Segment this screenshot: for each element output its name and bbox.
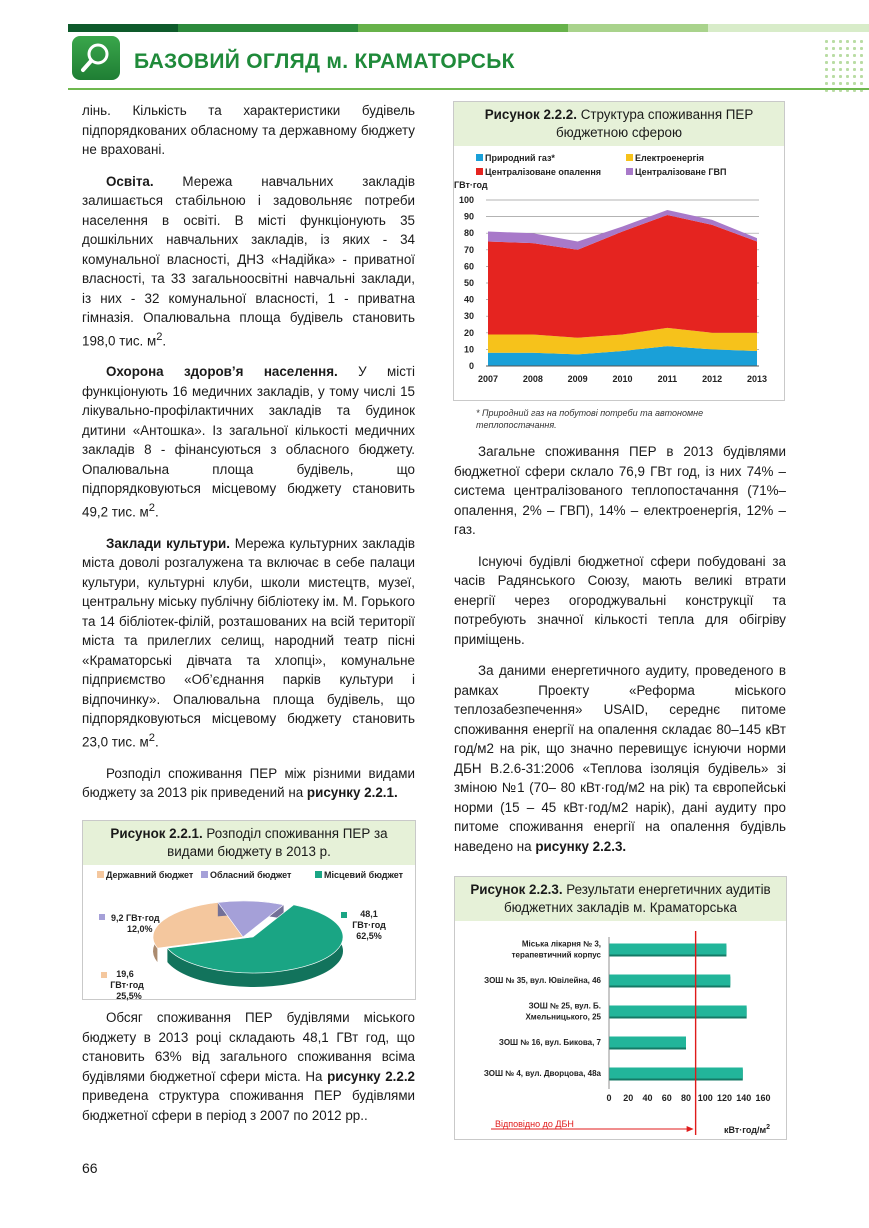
x-tick-label: 120 [716, 1093, 733, 1103]
paragraph-consumption: Обсяг споживання ПЕР будівлями міського бюджету в 2013 році складають 48,1 ГВт год, що становить 63% від загального споживання всіма будівлями бюджетної сфери міста. На рисунку 2.2.2 приведена структура споживання ПЕР будівлями бюджетної сфери в період з 2007 по 2012 рр.. [82, 1010, 415, 1123]
state-marker [101, 972, 107, 978]
pie-legend [97, 870, 404, 880]
x-tick-label: 2009 [567, 374, 588, 384]
state-pct-label: 25,5% [116, 991, 142, 1001]
bar-category-label: ЗОШ № 4, вул. Дворцова, 48а [483, 1069, 601, 1078]
x-tick-label: 80 [680, 1093, 692, 1103]
paragraph-total: Загальне споживання ПЕР в 2013 будівлями бюджетної сфери склало 76,9 ГВт год, із них 74% – система централізованого теплопостачання (71%– опалення, 2% – ГВП), 14% – електроенергія, 12% – газ. [454, 444, 786, 537]
bar-chart [455, 921, 786, 1139]
legend-label: Електроенергія [635, 153, 704, 163]
figure-ref-221: рисунку 2.2.1. [306, 785, 398, 801]
legend-label: Централізоване опалення [485, 167, 602, 177]
figure-footnote: * Природний газ на побутові потреби та автономне теплопостачання. [476, 408, 704, 430]
header-divider [68, 88, 869, 90]
bar [609, 1006, 747, 1017]
y-tick-label: 0 [468, 361, 474, 371]
y-tick-label: 70 [463, 244, 474, 255]
right-text-column [454, 442, 786, 868]
y-tick-label: 60 [463, 261, 474, 272]
x-tick-label: 140 [736, 1093, 752, 1103]
legend-label: Місцевий бюджет [324, 870, 404, 880]
legend-swatch [97, 871, 104, 878]
reference-label: Відповідно до ДБН [495, 1119, 574, 1129]
figure-caption: Рисунок 2.2.1. Розподіл споживання ПЕР за видами бюджету в 2013 р. [83, 821, 415, 865]
legend-swatch [315, 871, 322, 878]
header-stripes [68, 24, 869, 32]
x-tick-label: 2007 [477, 374, 499, 384]
paragraph-health: Охорона здоров’я населення. У місті функціонують 16 медичних закладів, у тому числі 15 лікувально-профілактичних закладів та будинок дитини «Антошка». Із загальної кількості медичних закладів 8 - фінансуються з обласного бюджету. Опалювальна площа будівель, що підпорядковуються місцевому бюджету становить 49,2 тис. $м^2$. [82, 364, 416, 520]
y-tick-label: 20 [463, 327, 474, 338]
x-axis-label: $кВт\cdot год/м^2$ [723, 1124, 771, 1135]
regional-marker [99, 914, 105, 920]
legend-label: Централізоване ГВП [635, 167, 727, 177]
x-tick-label: 0 [606, 1093, 612, 1103]
x-tick-label: 160 [755, 1093, 771, 1103]
y-tick-label: 90 [463, 211, 474, 222]
x-tick-label: 40 [642, 1093, 653, 1103]
page-header-title: БАЗОВИЙ ОГЛЯД м. КРАМАТОРСЬК [134, 50, 515, 73]
legend-swatch [626, 154, 633, 161]
figure-2-2-1 [82, 820, 416, 1000]
x-tick-label: 2008 [522, 374, 543, 384]
bar [609, 1037, 686, 1048]
bar [609, 975, 730, 986]
paragraph-distribution: Розподіл споживання ПЕР між різними видами бюджету за 2013 рік приведений на рисунку 2.2.1. [82, 765, 415, 801]
state-value-label: 19,6 [116, 969, 134, 979]
paragraph-culture: Заклади культури. Мережа культурних закладів міста доволі розгалужена та включає в себе палаци культури, культурні клуби, школи мистецтв, музеї, центральну міську публічну бібліотеку ім. М. Горького та 14 бібліотек-філій, розташованих на всій території міста та прилеглих селищ, народний театр пісні «Краматорські дівчата та хлопці», комунальне підприємство «Об’єднання парків культури і відпочинку». Опалювальна площа будівель, що підпорядковуються місцевому бюджету становить 23,0 тис. $м^2$. [82, 535, 415, 750]
paragraph-audit: За даними енергетичного аудиту, проведеного в рамках Проекту «Реформа міського теплозабезпечення» USAID, середнє питоме споживання енергії на опалення складає 80–145 кВт год/м2 на рік, що значно перевищує існуючи норми ДБН В.2.6-31:2006 «Теплова ізоляція будівель» зі зміною №1 (70– 80 кВт·год/м2 на рік) та європейські норми (15 – 45 кВт·год/м2 нарік), дані аудиту про питоме споживання енергії на опалення будівль наведено на рисунку 2.2.3. [454, 663, 786, 854]
y-tick-label: 50 [463, 278, 474, 288]
state-unit-label: ГВт·год [110, 980, 144, 990]
local-marker [341, 912, 347, 918]
x-tick-label: 60 [661, 1093, 672, 1103]
figure-ref-222: рисунку 2.2.2 [327, 1068, 415, 1084]
bar-category-label: терапевтичний корпус [511, 950, 601, 960]
y-tick-label: 100 [458, 195, 474, 205]
legend-swatch [476, 154, 483, 161]
figure-caption: Рисунок 2.2.3. Результати енергетичних аудитів бюджетних закладів м. Краматорська [455, 877, 786, 921]
legend-label: Державний бюджет [106, 870, 194, 880]
bar-category-label: ЗОШ № 16, вул. Бикова, 7 [498, 1038, 601, 1047]
y-tick-label: 40 [463, 294, 474, 305]
bar-category-label: Міська лікарня № 3, [521, 939, 601, 949]
bar [609, 944, 726, 955]
figure-2-2-3 [454, 876, 787, 1140]
bar-category-label: Хмельницького, 25 [525, 1012, 601, 1022]
health-label: Охорона здоров’я населення. [106, 364, 338, 380]
legend-swatch [626, 168, 633, 175]
x-tick-label: 2012 [702, 374, 723, 384]
education-label: Освіта. [106, 173, 154, 189]
legend-label: Обласний бюджет [210, 870, 292, 880]
regional-value-label: 9,2 ГВт·год [111, 913, 160, 923]
paragraph-continuation: лінь. Кількість та характеристики будівель підпорядкованих обласному та державному бюджету не враховані. [82, 103, 415, 157]
legend-swatch [476, 168, 483, 175]
x-tick-label: 2013 [746, 374, 768, 384]
y-tick-label: 30 [463, 311, 474, 322]
x-tick-label: 2010 [612, 374, 633, 384]
x-tick-label: 2011 [657, 374, 678, 384]
magnifier-logo-icon [72, 36, 120, 80]
x-tick-label: 100 [697, 1093, 713, 1103]
left-text-column [82, 101, 415, 815]
bar-category-label: ЗОШ № 25, вул. Б. [528, 1001, 601, 1011]
local-unit-label: ГВт·год [352, 920, 386, 930]
figure-2-2-2 [453, 101, 785, 401]
figure-caption: Рисунок 2.2.2. Структура споживання ПЕР бюджетною сферою [454, 102, 784, 146]
bar [609, 1068, 743, 1079]
page-number: 66 [82, 1160, 98, 1176]
pie-chart [83, 865, 415, 1005]
paragraph-education: Освіта. Мережа навчальних закладів залишається стабільною і задовольняє потреби населення в освіті. В місті функціонують 35 дошкільних навчальних закладів, із яких - 34 комунальної власності, ДНЗ «Надійка» - приватної власності, та 33 загальноосвітні навчальні заклади, із них - 32 комунальної власності, 1 - приватна гімназія. Опалювальна площа будівель становить 198,0 тис. $м^2$. [82, 173, 415, 348]
local-value-label: 48,1 [360, 909, 378, 919]
left-text-bottom [82, 1008, 415, 1137]
bar-category-label: ЗОШ № 35, вул. Ювілейна, 46 [484, 976, 601, 985]
legend-swatch [201, 871, 208, 878]
area-chart [454, 146, 784, 401]
x-tick-label: 20 [623, 1093, 634, 1103]
y-tick-label: 10 [463, 344, 474, 355]
culture-label: Заклади культури. [106, 535, 230, 551]
figure-ref-223: рисунку 2.2.3. [535, 838, 627, 854]
reference-arrowhead [687, 1126, 694, 1132]
pie-slices [153, 901, 343, 987]
y-tick-label: 80 [463, 228, 474, 239]
y-axis-label: ГВт·год [454, 180, 488, 190]
regional-pct-label: 12,0% [127, 924, 153, 934]
legend-label: Природний газ* [485, 153, 555, 163]
paragraph-buildings: Існуючі будівлі бюджетної сфери побудовані за часів Радянського Союзу, мають великі втрати енергії через огороджувальні конструкції та потребують значної кількості тепла для обігріву приміщень. [454, 553, 786, 647]
decorative-dots [823, 38, 863, 94]
local-pct-label: 62,5% [356, 931, 382, 941]
